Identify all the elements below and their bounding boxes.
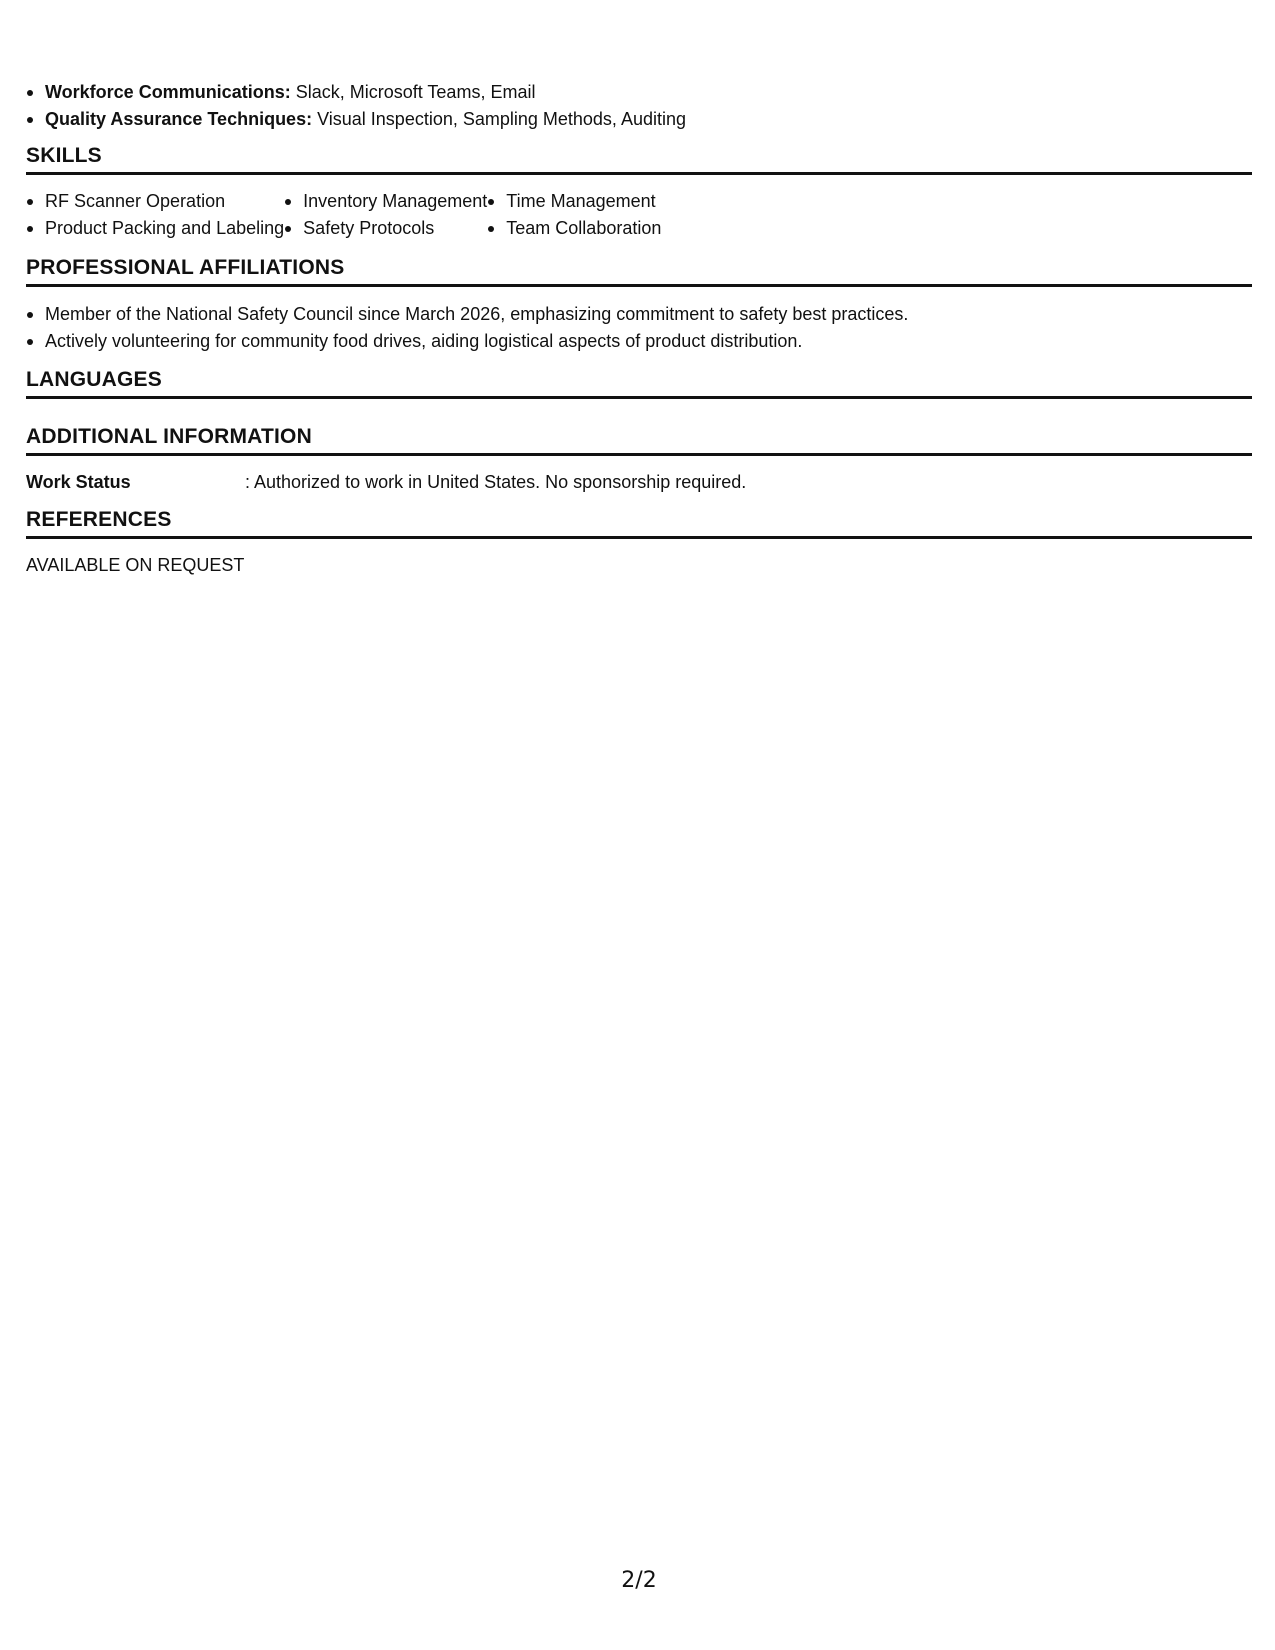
tool-category-label: Workforce Communications: — [45, 82, 291, 102]
additional-info-heading: ADDITIONAL INFORMATION — [26, 424, 1252, 456]
skills-column — [284, 188, 487, 242]
resume-page — [26, 0, 1252, 1650]
skills-column — [26, 188, 284, 242]
tool-category-value: Slack, Microsoft Teams, Email — [295, 82, 536, 102]
affiliations-heading: PROFESSIONAL AFFILIATIONS — [26, 255, 1252, 287]
skill-item: Product Packing and Labeling — [26, 215, 284, 242]
references-heading: REFERENCES — [26, 507, 1252, 539]
skill-item: Team Collaboration — [487, 215, 661, 242]
skill-item: Time Management — [487, 188, 661, 215]
affiliations-list — [26, 301, 908, 355]
skills-heading: SKILLS — [26, 143, 1252, 175]
work-status-row — [26, 469, 746, 496]
skill-item: RF Scanner Operation — [26, 188, 284, 215]
tool-category-label: Quality Assurance Techniques: — [45, 109, 313, 129]
affiliation-item: Member of the National Safety Council since March 2026, emphasizing commitment to safety best practices. — [26, 301, 908, 328]
list-item — [26, 79, 686, 106]
affiliation-item: Actively volunteering for community food drives, aiding logistical aspects of product distribution. — [26, 328, 908, 355]
tool-category-value: Visual Inspection, Sampling Methods, Auditing — [317, 109, 686, 129]
page-number: 2/2 — [621, 1568, 657, 1593]
work-status-label: Work Status — [26, 472, 131, 492]
skill-item: Inventory Management — [284, 188, 487, 215]
tools-list — [26, 79, 686, 133]
skill-item: Safety Protocols — [284, 215, 487, 242]
skills-grid — [26, 188, 661, 242]
work-status-value: : Authorized to work in United States. No sponsorship required. — [245, 472, 747, 492]
languages-heading: LANGUAGES — [26, 367, 1252, 399]
list-item — [26, 106, 686, 133]
references-text: AVAILABLE ON REQUEST — [26, 555, 245, 575]
skills-column — [487, 188, 661, 242]
